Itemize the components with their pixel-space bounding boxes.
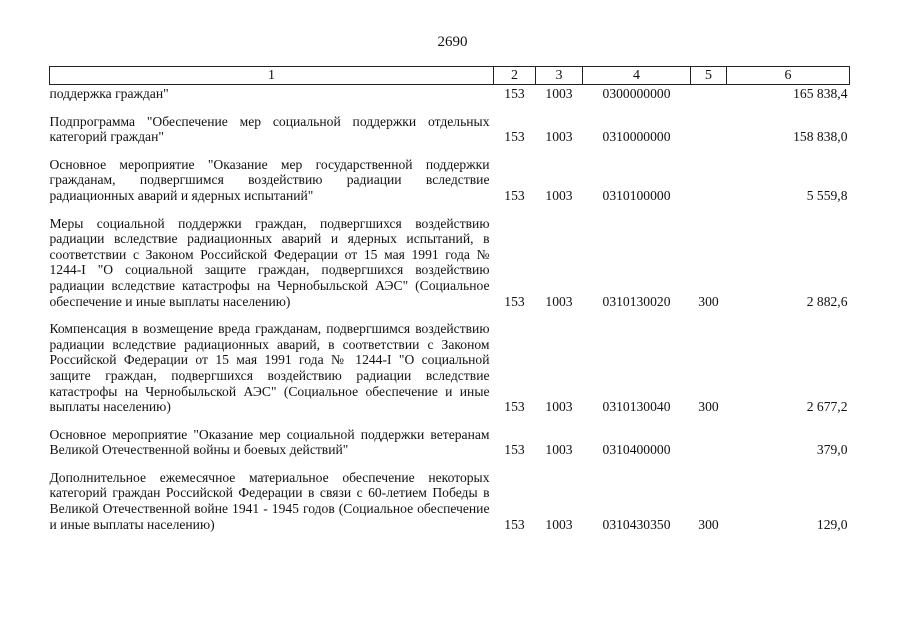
row-amount: 2 882,6 (806, 293, 848, 309)
column-header-4: 4 (583, 67, 691, 85)
row-code-section: 1003 (545, 293, 573, 309)
table-row (50, 415, 850, 458)
row-code-section: 1003 (545, 187, 573, 203)
row-code-target: 0300000000 (602, 86, 671, 101)
table-row (50, 458, 850, 532)
column-header-6: 6 (727, 67, 850, 85)
row-code-target: 0310430350 (602, 516, 671, 532)
row-code-section: 1003 (545, 442, 573, 458)
row-code-ministry: 153 (504, 442, 525, 458)
row-code-expense-type: 300 (698, 516, 719, 532)
column-header-2: 2 (494, 67, 536, 85)
row-description: Компенсация в возмещение вреда гражданам, подвергшимся воздействию радиации вследствие радиационных аварий, в соответствии с Законом Российской Федерации от 15 мая 1991 года № 1244-I "О социальной защите граждан, подвергшихся воздействию радиации вследствие катастрофы на Чернобыльской АЭС" (Социальное обеспечение и иные выплаты населению) (49, 321, 490, 415)
row-amount: 158 838,0 (793, 129, 848, 145)
row-code-target: 0310130020 (602, 293, 671, 309)
table-row (50, 309, 850, 415)
row-amount: 5 559,8 (806, 187, 848, 203)
row-code-target: 0310130040 (602, 399, 671, 415)
row-amount: 379,0 (816, 442, 848, 458)
row-code-ministry: 153 (504, 129, 525, 145)
row-code-section: 1003 (545, 516, 573, 532)
row-code-expense-type (691, 145, 727, 204)
row-code-expense-type: 300 (698, 399, 719, 415)
row-code-ministry: 153 (504, 293, 525, 309)
row-code-target: 0310100000 (602, 187, 671, 203)
page-number: 2690 (437, 34, 468, 50)
row-code-section: 1003 (545, 129, 573, 145)
row-code-expense-type (691, 102, 727, 145)
table-row (50, 204, 850, 310)
table-row (50, 102, 850, 145)
row-code-target: 0310000000 (602, 129, 671, 145)
row-code-ministry: 153 (504, 399, 525, 415)
row-description: Дополнительное ежемесячное материальное обеспечение некоторых категорий граждан Российской Федерации в связи с 60-летием Победы в Великой Отечественной войне 1941 - 1945 годов (Социальное обеспечение и иные выплаты населению) (49, 469, 490, 532)
budget-table (49, 66, 850, 532)
row-code-expense-type (691, 415, 727, 458)
table-header (50, 67, 850, 85)
row-description: Меры социальной поддержки граждан, подвергшихся воздействию радиации вследствие радиационных аварий и ядерных испытаний, в соответствии с Законом Российской Федерации от 15 мая 1991 года № 1244-I "О социальной защите граждан, подвергшихся воздействию радиации вследствие катастрофы на Чернобыльской АЭС" (Социальное обеспечение и иные выплаты населению) (49, 215, 490, 309)
column-header-3: 3 (536, 67, 583, 85)
table-body (50, 85, 850, 533)
row-amount: 2 677,2 (806, 399, 848, 415)
row-description: Основное мероприятие "Оказание мер социальной поддержки ветеранам Великой Отечественной войны и боевых действий" (49, 426, 490, 458)
column-header-5: 5 (691, 67, 727, 85)
row-code-expense-type: 300 (698, 293, 719, 309)
row-code-section: 1003 (545, 399, 573, 415)
table-row (50, 145, 850, 204)
row-code-section: 1003 (545, 86, 573, 101)
row-code-ministry: 153 (504, 516, 525, 532)
row-description: поддержка граждан" (49, 86, 169, 101)
row-amount: 165 838,4 (793, 86, 848, 101)
row-description: Основное мероприятие "Оказание мер государственной поддержки гражданам, подвергшимся воздействию радиации вследствие радиационных аварий и ядерных испытаний" (49, 156, 490, 203)
row-code-expense-type (691, 85, 727, 102)
column-header-1: 1 (50, 67, 494, 85)
row-code-ministry: 153 (504, 187, 525, 203)
row-code-target: 0310400000 (602, 442, 671, 458)
table-row (50, 85, 850, 102)
header-row (50, 67, 850, 85)
row-description: Подпрограмма "Обеспечение мер социальной поддержки отдельных категорий граждан" (49, 113, 490, 145)
row-code-ministry: 153 (504, 86, 525, 101)
row-amount: 129,0 (816, 516, 848, 532)
